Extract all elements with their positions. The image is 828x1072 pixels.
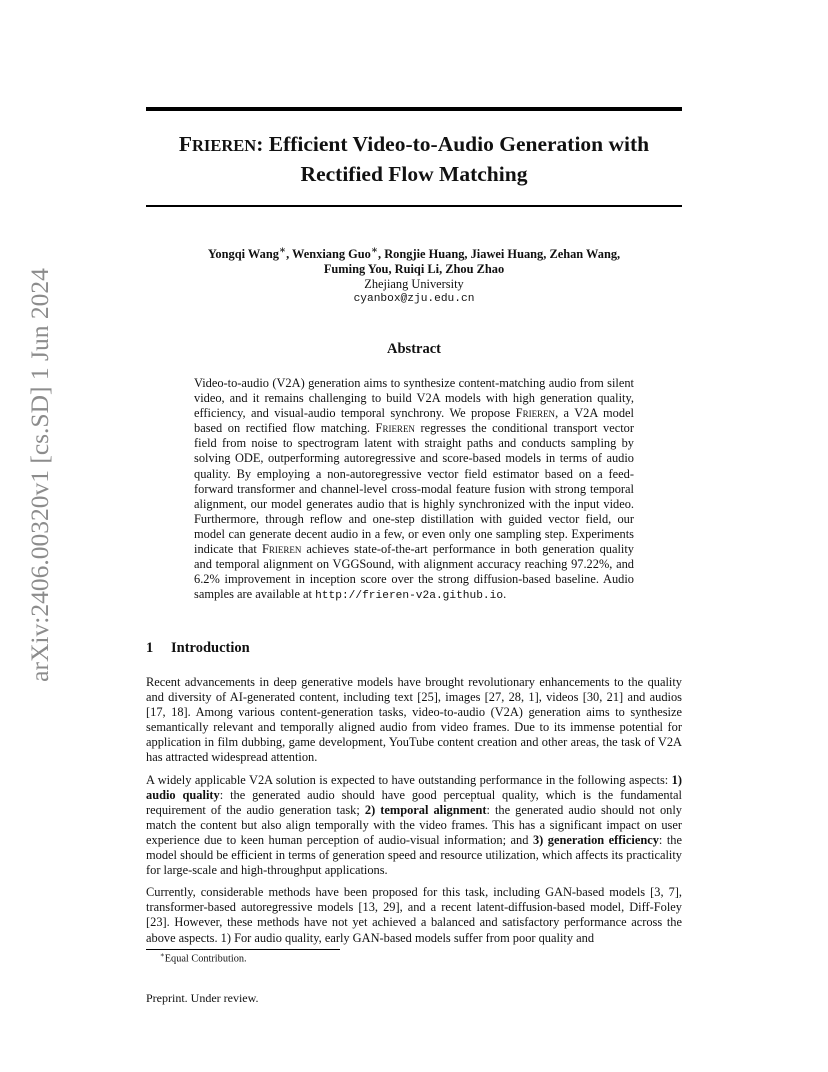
preprint-notice: Preprint. Under review. bbox=[146, 991, 259, 1005]
footnote-rule bbox=[146, 949, 340, 950]
abstract-heading: Abstract bbox=[387, 341, 441, 357]
affiliation: Zhejiang University bbox=[364, 277, 464, 292]
section-number: 1 bbox=[146, 640, 154, 656]
title-top-rule bbox=[146, 107, 682, 111]
intro-paragraph-2: A widely applicable V2A solution is expected to have outstanding performance in the following aspects: 1) audio quality: the generated audio should have good perceptual quality, which is the fundamental requirement of the audio generation task; 2) temporal alignment: the generated audio should not only match the content but also align temporally with the video frames. This has a significant impact on user experience due to keen human perception of audio-visual information; and 3) generation efficiency: the model should be efficient in terms of generation speed and resource utilization, which affects its practicality for large-scale and high-throughput applications. bbox=[146, 772, 683, 878]
paper-title bbox=[146, 130, 682, 188]
equal-contribution-mark: ∗ bbox=[370, 245, 379, 256]
contact-email: cyanbox@zju.edu.cn bbox=[353, 293, 475, 306]
section-heading bbox=[146, 640, 250, 657]
title-model-initial: F bbox=[178, 132, 192, 156]
model-name: Frieren bbox=[375, 421, 415, 436]
project-url[interactable]: http://frieren-v2a.github.io bbox=[315, 590, 504, 603]
footnote-text: Equal Contribution. bbox=[164, 953, 247, 965]
author-names: , Rongjie Huang, Jiawei Huang, Zehan Wang, bbox=[378, 247, 621, 262]
intro-paragraph-3: Currently, considerable methods have been proposed for this task, including GAN-based models [3, 7], transformer-based autoregressive models [13, 29], and a recent latent-diffusion-based model, Diff-Foley [23]. However, these methods have not yet achieved a balanced and satisfactory performance across the above aspects. 1) For audio quality, early GAN-based models suffer from poor quality and bbox=[146, 885, 682, 945]
title-line-2: Rectified Flow Matching bbox=[300, 162, 528, 186]
footnote-mark: ∗ bbox=[160, 951, 165, 959]
arxiv-identifier: arXiv:2406.00320v1 [cs.SD] 1 Jun 2024 bbox=[25, 268, 54, 682]
equal-contribution-mark: ∗ bbox=[278, 245, 287, 256]
author-name: Yongqi Wang bbox=[207, 247, 279, 262]
footnote bbox=[160, 951, 247, 964]
title-line-1: : Efficient Video-to-Audio Generation with bbox=[256, 132, 650, 156]
section-title: Introduction bbox=[171, 640, 250, 656]
author-block bbox=[146, 243, 682, 307]
title-model-rest: RIEREN bbox=[192, 136, 257, 155]
title-bottom-rule bbox=[146, 205, 682, 207]
introduction-body bbox=[146, 675, 682, 953]
author-list bbox=[146, 243, 682, 262]
model-name: Frieren bbox=[515, 406, 556, 421]
author-list-line-2: Fuming You, Ruiqi Li, Zhou Zhao bbox=[323, 262, 505, 277]
model-name: Frieren bbox=[261, 542, 302, 557]
intro-paragraph-1: Recent advancements in deep generative models have brought revolutionary enhancements to the quality and diversity of AI-generated content, including text [25], images [27, 28, 1], videos [30, 21] and audios [17, 18]. Among various content-generation tasks, video-to-audio (V2A) generation aims to synthesize semantically relevant and temporally aligned audio from video frames. Due to its immense potential for application in film dubbing, game development, YouTube content creation and other areas, the task of V2A has attracted widespread attention. bbox=[146, 675, 682, 765]
abstract-text: Video-to-audio (V2A) generation aims to synthesize content-matching audio from silent video, and it remains challenging to build V2A models with high generation quality, efficiency, and visual-audio temporal synchrony. We propose Frieren, a V2A model based on rectified flow matching. Frieren regresses the conditional transport vector field from noise to spectrogram latent with straight paths and conducts sampling by solving ODE, outperforming autoregressive and score-based models in terms of audio quality. By employing a non-autoregressive vector field estimator based on a feed-forward transformer and channel-level cross-modal feature fusion with strong temporal alignment, our model generates audio that is highly synchronized with the input video. Furthermore, through reflow and one-step distillation with guided vector field, our model can generate decent audio in a few, or even only one sampling step. Experiments indicate that Frieren achieves state-of-the-art performance in both generation quality and temporal alignment on VGGSound, with alignment accuracy reaching 97.22%, and 6.2% improvement in inception score over the strong diffusion-based baseline. Audio samples are available at http://frieren-v2a.github.io. bbox=[194, 376, 635, 603]
author-name: , Wenxiang Guo bbox=[286, 247, 371, 262]
